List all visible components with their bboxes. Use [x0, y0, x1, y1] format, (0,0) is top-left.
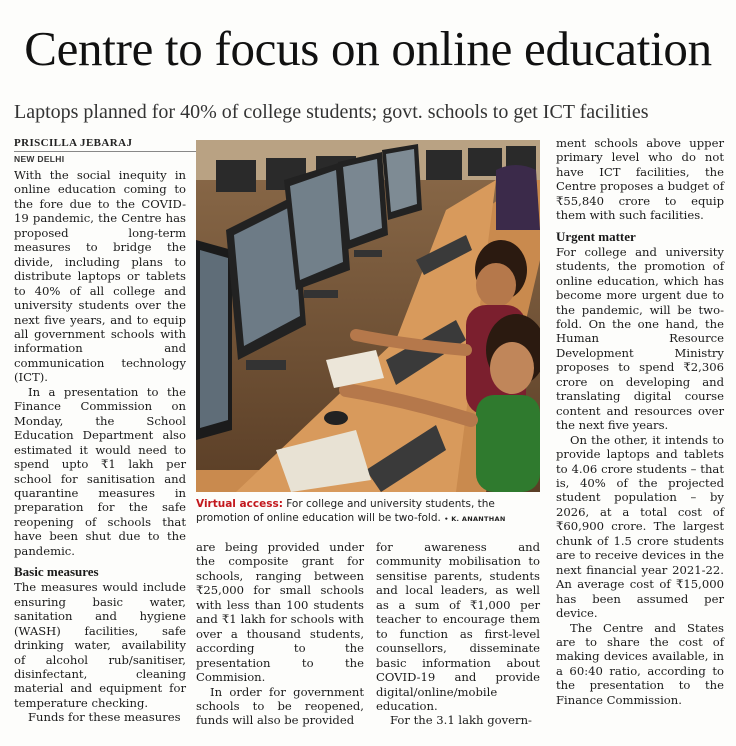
paragraph: for awareness and community mobilisation to sensitise parents, students and local leaders, as well as a sum of ₹1,000 per teacher to encourage them to function as first-level counsellors, disseminate basic information about COVID-19 and provide digital/online/mobile education.	[376, 540, 540, 713]
paragraph: On the other, it intends to provide laptops and tablets to 4.06 crore students – that is, 40% of the projected student population – by 2026, at a total cost of ₹60,900 crore. The largest chunk of 1.5 crore students are to receive devices in the next financial year 2021-22. An average cost of ₹15,000 has been assumed per device.	[556, 432, 724, 621]
photo-credit: • K. ANANTHAN	[444, 515, 506, 523]
photo-caption	[196, 497, 540, 526]
paragraph: For the 3.1 lakh govern-	[390, 713, 532, 728]
subheading-urgent-matter: Urgent matter	[556, 228, 636, 244]
paragraph: The Centre and States are to share the cost of making devices available, in a 60:40 ratio, according to the presentation to the Finance Commission.	[556, 620, 724, 707]
paragraph: ment schools above upper primary level who do not have ICT facilities, the Centre proposes a budget of ₹55,840 crore to equip them with such facilities.	[556, 136, 724, 223]
caption-text: For college and university students, the promotion of online education will be two-fold.	[196, 498, 495, 524]
subheadline: Laptops planned for 40% of college students; govt. schools to get ICT facilities	[14, 101, 649, 123]
paragraph: are being provided under the composite grant for schools, ranging between ₹25,000 for small schools with less than 100 students and ₹1 lakh for schools with over a thousand students, according to the presentation to the Commision.	[196, 540, 364, 685]
paragraph: With the social inequity in online education coming to the fore due to the COVID-19 pandemic, the Centre has proposed long-term measures to bridge the divide, including plans to distribute laptops or tablets to 40% of all college and university students over the next five years, and to equip all government schools with information and communication technology (ICT).	[14, 168, 186, 385]
paragraph: In a presentation to the Finance Commission on Monday, the School Education Department also estimated it would need to spend upto ₹1 lakh per school for sanitisation and quarantine measures in preparation for the safe reopening of schools that have been shut due to the pandemic.	[14, 384, 186, 558]
article-photo	[196, 140, 540, 492]
byline-rule	[14, 151, 196, 152]
paragraph: For college and university students, the promotion of online education, which has become more urgent due to the pandemic, will be two-fold. On the one hand, the Human Resource Development Ministry proposes to spend ₹2,306 crore on developing and translating digital course content and resources over the next five years.	[556, 244, 724, 433]
subheading-basic-measures: Basic measures	[14, 564, 99, 580]
paragraph: The measures would include ensuring basic water, sanitation and hygiene (WASH) facilities, safe drinking water, availability of alcohol rub/sanitiser, disinfectant, cleaning material and equipment for temperature checking.	[14, 580, 186, 710]
headline: Centre to focus on online education	[24, 21, 712, 76]
computer-lab-image	[196, 140, 540, 492]
byline: PRISCILLA JEBARAJ	[14, 137, 133, 149]
paragraph: In order for government schools to be reopened, funds will also be provided	[196, 684, 364, 728]
dateline: NEW DELHI	[14, 154, 65, 164]
caption-label: Virtual access:	[196, 498, 283, 510]
column-4	[556, 136, 724, 707]
paragraph: Funds for these measures	[28, 710, 181, 725]
column-3	[376, 540, 540, 728]
column-2	[196, 540, 364, 728]
column-1	[14, 168, 186, 725]
